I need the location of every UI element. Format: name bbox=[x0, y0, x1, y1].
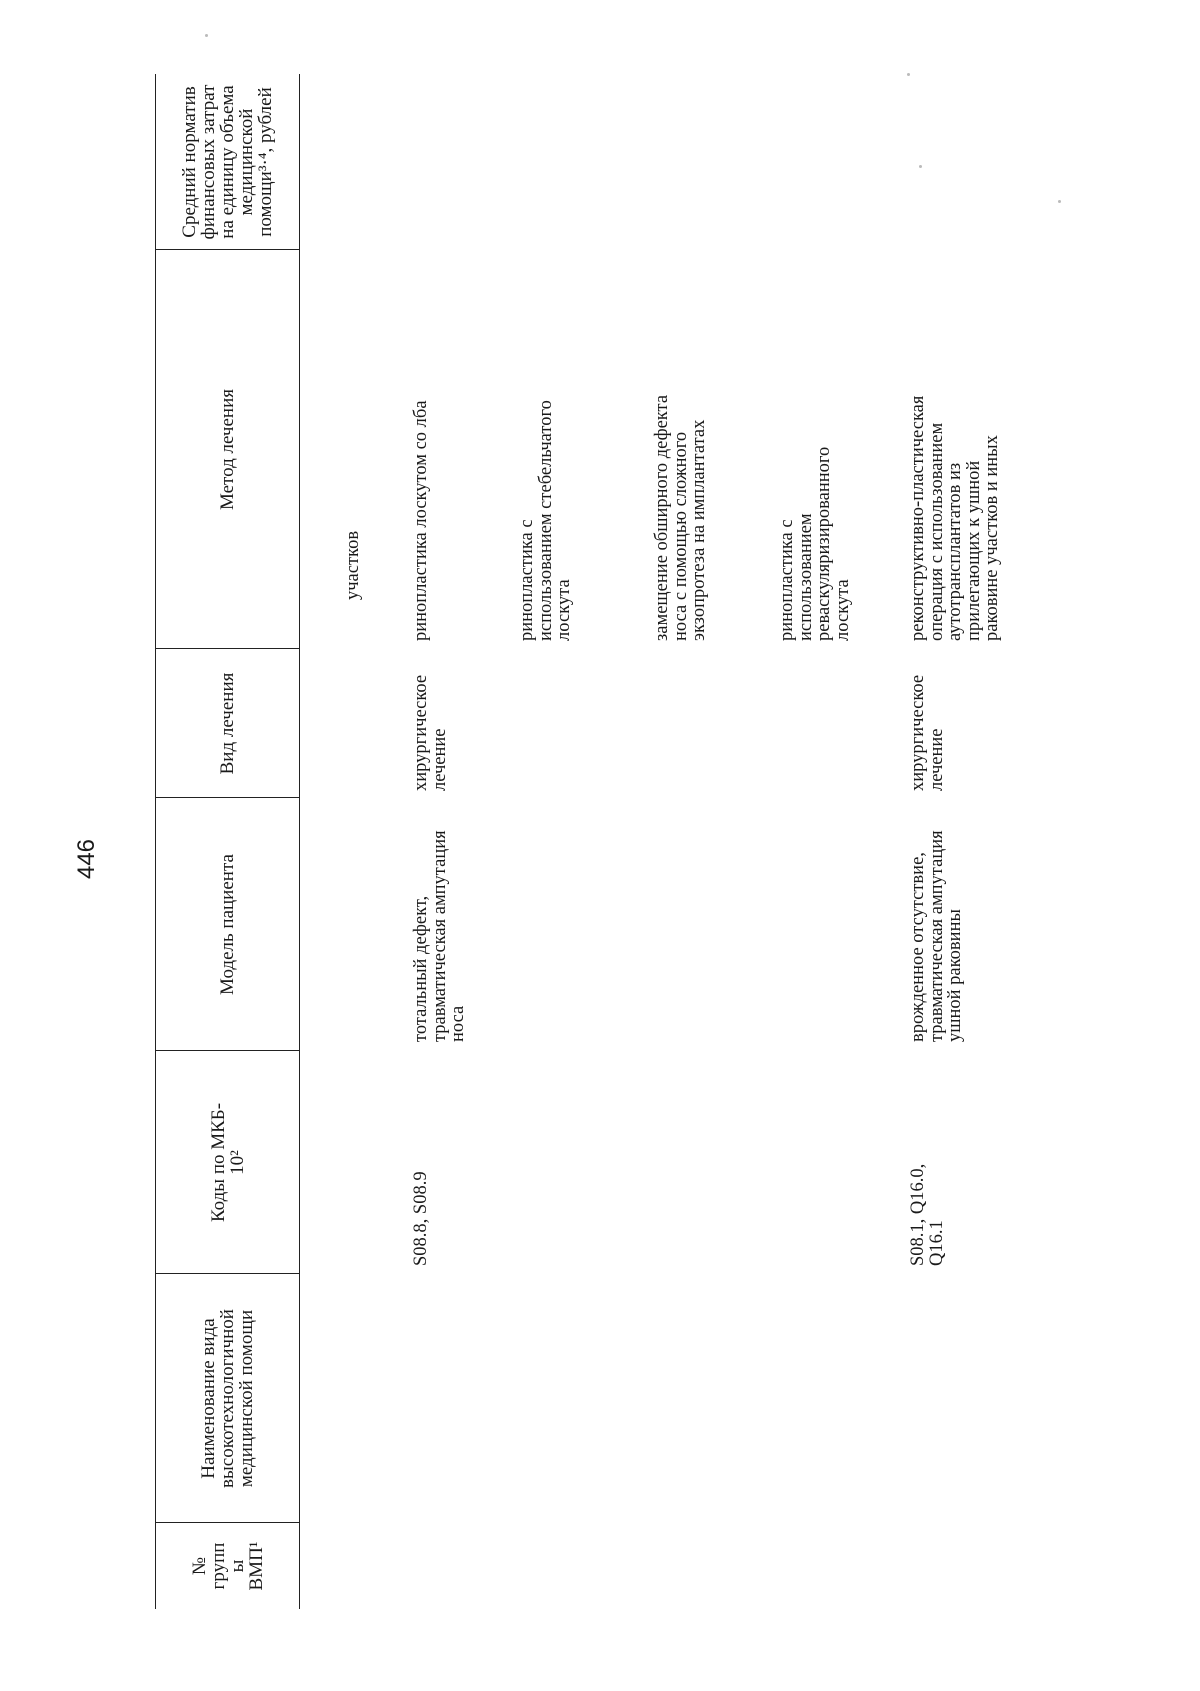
header-line: 10² bbox=[226, 1150, 248, 1175]
cell-line: участков bbox=[343, 530, 363, 600]
cell-line: замещение обширного дефекта bbox=[652, 394, 672, 641]
cell-line: травматическая ампутация bbox=[926, 830, 947, 1042]
table-header bbox=[155, 74, 300, 1609]
icd-codes-cell bbox=[909, 1164, 946, 1266]
header-line: медицинской помощи bbox=[236, 1309, 257, 1488]
patient-model-cell bbox=[909, 830, 965, 1042]
cell-line: травматическая ампутация bbox=[429, 830, 450, 1042]
cell-line: ринопластика с bbox=[517, 519, 537, 641]
header-vmp-name bbox=[156, 1274, 299, 1523]
cell-line: S08.1, Q16.0, bbox=[908, 1163, 928, 1266]
header-cost-standard bbox=[156, 74, 299, 250]
cell-line: использованием стебельчатого bbox=[535, 400, 556, 641]
scan-speck bbox=[919, 165, 922, 168]
cell-line: экзопротеза на имплантатах bbox=[689, 419, 709, 641]
header-line: Вид лечения bbox=[217, 672, 238, 775]
method-cell bbox=[778, 447, 852, 641]
scan-speck bbox=[205, 34, 208, 37]
header-line: Метод лечения bbox=[217, 389, 238, 511]
header-patient-model bbox=[156, 798, 299, 1051]
services-table bbox=[155, 74, 1200, 1609]
header-line: Модель пациента bbox=[217, 854, 238, 995]
cell-line: Q16.1 bbox=[926, 1220, 947, 1266]
cell-line: операция с использованием bbox=[926, 422, 947, 641]
header-line: финансовых затрат bbox=[198, 84, 219, 240]
method-cell bbox=[909, 396, 1002, 641]
cell-line: ринопластика с bbox=[777, 519, 797, 641]
cell-line: носа bbox=[448, 1005, 468, 1042]
cell-line: раковине участков и иных bbox=[982, 435, 1002, 641]
method-cell bbox=[653, 395, 709, 641]
header-group-number bbox=[156, 1523, 299, 1609]
scan-speck bbox=[907, 73, 910, 76]
table-body bbox=[300, 74, 1200, 1609]
header-treatment-method bbox=[156, 250, 299, 649]
scan-speck bbox=[1058, 200, 1061, 203]
icd-codes-cell bbox=[412, 1171, 431, 1266]
patient-model-cell bbox=[412, 830, 468, 1042]
cell-line: реконструктивно-пластическая bbox=[908, 395, 928, 641]
header-line: № bbox=[188, 1556, 210, 1576]
treatment-type-cell bbox=[909, 675, 946, 791]
cell-line: тотальный дефект, bbox=[411, 895, 431, 1042]
header-treatment-type bbox=[156, 649, 299, 798]
method-continuation bbox=[344, 531, 363, 600]
cell-line: ринопластика лоскутом со лба bbox=[411, 400, 431, 641]
header-line: ВМП¹ bbox=[245, 1541, 267, 1591]
cell-line: лоскута bbox=[832, 579, 853, 641]
cell-line: ушной раковины bbox=[945, 909, 965, 1042]
cell-line: хирургическое bbox=[908, 674, 928, 791]
header-line: на единицу объема bbox=[217, 85, 238, 239]
cell-line: аутотрансплантатов из bbox=[945, 462, 965, 641]
header-line: высокотехнологичной bbox=[217, 1309, 238, 1488]
cell-line: реваскуляризированного bbox=[814, 446, 834, 641]
header-line: помощи³·⁴, рублей bbox=[255, 87, 276, 237]
page-number: 446 bbox=[73, 838, 100, 880]
cell-line: лечение bbox=[429, 728, 450, 791]
header-line: ы bbox=[226, 1559, 248, 1573]
header-line: Наименование вида bbox=[198, 1318, 219, 1479]
cell-line: хирургическое bbox=[411, 674, 431, 791]
cell-line: врожденное отсутствие, bbox=[908, 852, 928, 1042]
cell-line: использованием bbox=[795, 513, 816, 641]
cell-line: лоскута bbox=[554, 579, 574, 641]
header-line: групп bbox=[207, 1542, 229, 1590]
method-cell bbox=[518, 400, 574, 641]
cell-line: S08.8, S08.9 bbox=[411, 1171, 431, 1266]
method-cell bbox=[412, 400, 431, 641]
cell-line: прилегающих к ушной bbox=[963, 460, 984, 641]
header-icd-codes bbox=[156, 1051, 299, 1274]
header-line: медицинской bbox=[236, 108, 257, 216]
cell-line: носа с помощью сложного bbox=[670, 431, 691, 641]
treatment-type-cell bbox=[412, 675, 449, 791]
cell-line: лечение bbox=[926, 728, 947, 791]
header-line: Коды по МКБ- bbox=[207, 1102, 229, 1223]
header-line: Средний норматив bbox=[179, 86, 200, 238]
